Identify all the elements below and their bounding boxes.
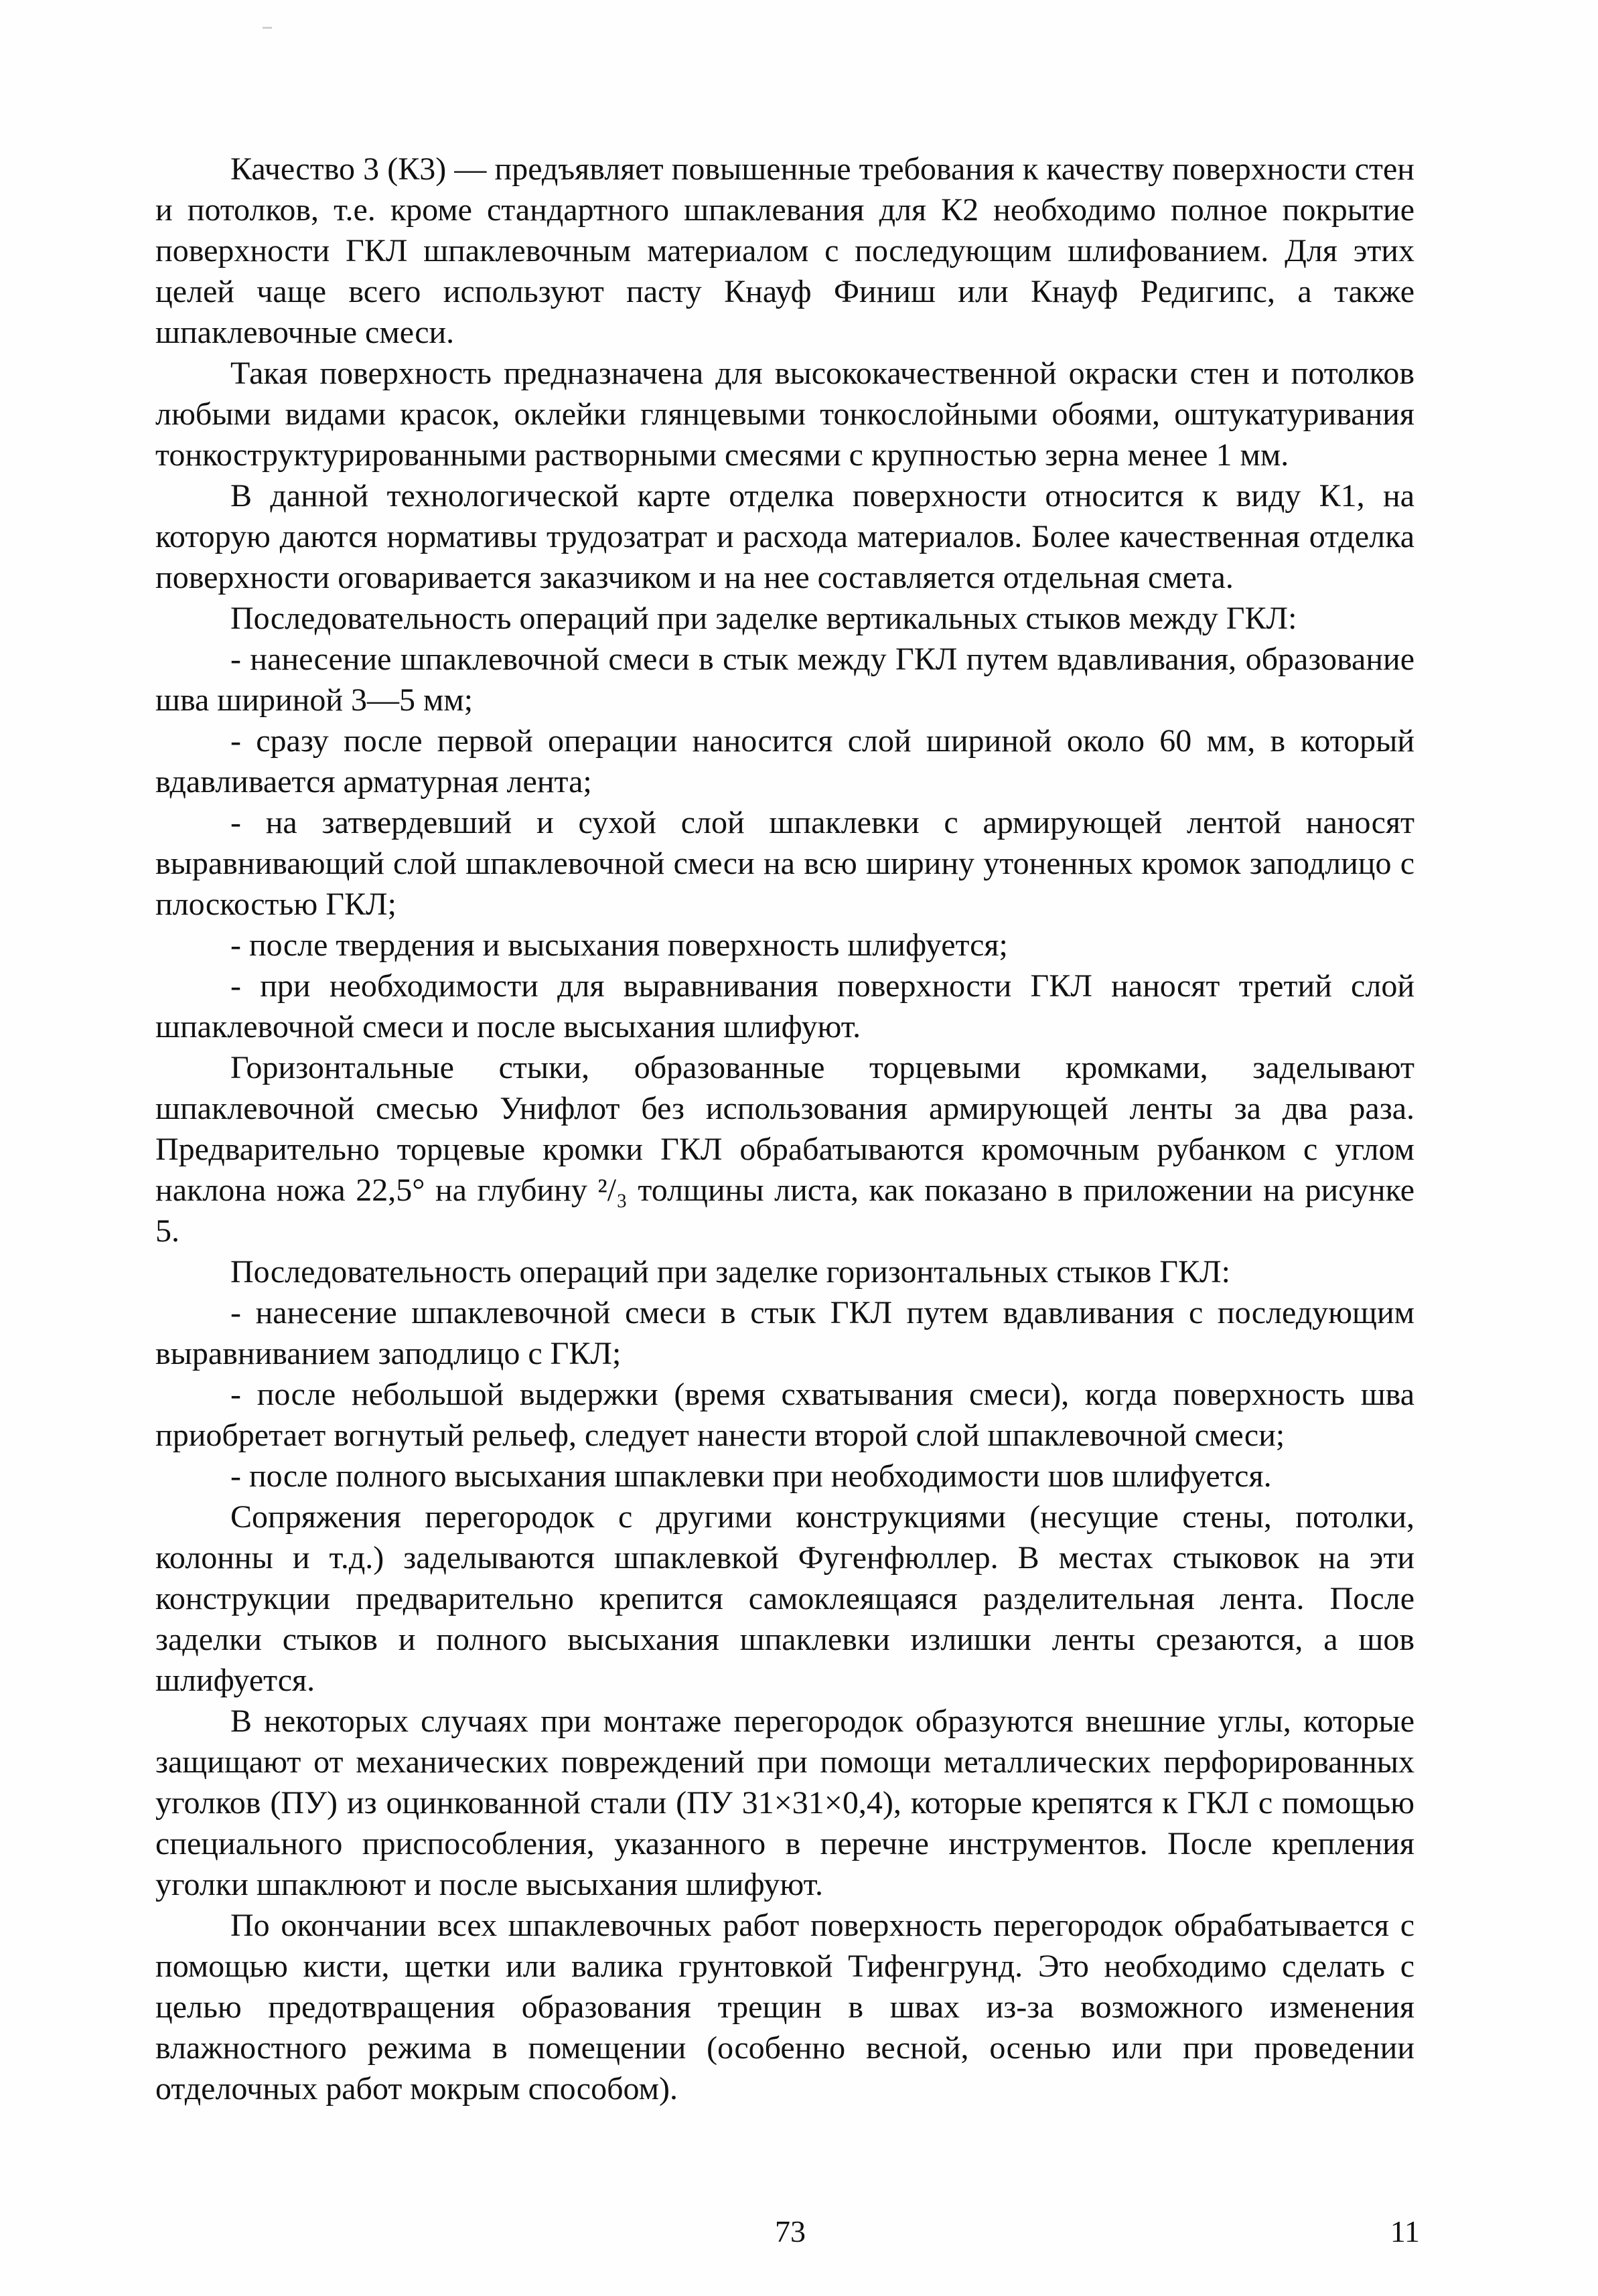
paragraph-external-corners: В некоторых случаях при монтаже перегородок образуются внешние углы, которые защищают от механических повреждений при помощи металлических перфорированных уголков (ПУ) из оцинкованной стали (ПУ 31×31×0,4), которые крепятся к ГКЛ с помощью специального приспособления, указанного в перечне инструментов. После крепления уголки шпаклюют и после высыхания шлифуют. (155, 1703, 1414, 1902)
paragraph-quality-k3: Качество 3 (К3) — предъявляет повышенные требования к качеству поверхности стен и потолков, т.е. кроме стандартного шпаклевания для К2 необходимо полное покрытие поверхности ГКЛ шпаклевочным материалом с последующим шлифованием. Для этих целей чаще всего используют пасту Кнауф Финиш или Кнауф Редигипс, а также шпаклевочные смеси. (155, 151, 1414, 350)
list-item: - сразу после первой операции наносится слой шириной около 60 мм, в который вдавливается арматурная лента; (155, 723, 1414, 799)
list-item: - после твердения и высыхания поверхность шлифуется; (230, 927, 1008, 963)
paragraph-horizontal-joints: Горизонтальные стыки, образованные торцевыми кромками, заделывают шпаклевочной смесью Унифлот без использования армирующей ленты за два раза. Предварительно торцевые кромки ГКЛ обрабатываются кромочным рубанком с углом наклона ножа 22,5° на глубину ²/₃ толщины листа, как показано в приложении на рисунке 5. (155, 1050, 1414, 1249)
paragraph-priming: По окончании всех шпаклевочных работ поверхность перегородок обрабатывается с помощью кисти, щетки или валика грунтовкой Тифенгрунд. Это необходимо сделать с целью предотвращения образования трещин в швах из-за возможного изменения влажностного режима в помещении (особенно весной, осенью или при проведении отделочных работ мокрым способом). (155, 1908, 1414, 2107)
body-text (155, 149, 1414, 2109)
list-item: - после полного высыхания шпаклевки при необходимости шов шлифуется. (230, 1458, 1272, 1494)
sheet-number: 11 (1390, 2214, 1420, 2248)
paragraph-surface-purpose: Такая поверхность предназначена для высококачественной окраски стен и потолков любыми видами красок, оклейки глянцевыми тонкослойными обоями, оштукатуривания тонкоструктурированными растворными смесями с крупностью зерна менее 1 мм. (155, 356, 1414, 473)
list-item: - на затвердевший и сухой слой шпаклевки с армирующей лентой наносят выравнивающий слой шпаклевочной смеси на всю ширину утоненных кромок заподлицо с плоскостью ГКЛ; (155, 805, 1414, 922)
paragraph-horizontal-joints-heading: Последовательность операций при заделке горизонтальных стыков ГКЛ: (230, 1254, 1230, 1290)
page-number: 73 (775, 2214, 806, 2248)
scan-mark (263, 27, 272, 29)
list-item: - нанесение шпаклевочной смеси в стык между ГКЛ путем вдавливания, образование шва шириной 3—5 мм; (155, 641, 1414, 718)
paragraph-finish-type: В данной технологической карте отделка поверхности относится к виду К1, на которую даются нормативы трудозатрат и расхода материалов. Более качественная отделка поверхности оговаривается заказчиком и на нее составляется отдельная смета. (155, 478, 1414, 595)
list-item: - после небольшой выдержки (время схватывания смеси), когда поверхность шва приобретает вогнутый рельеф, следует нанести второй слой шпаклевочной смеси; (155, 1377, 1414, 1453)
list-item: - нанесение шпаклевочной смеси в стык ГКЛ путем вдавливания с последующим выравниванием заподлицо с ГКЛ; (155, 1295, 1414, 1371)
list-item: - при необходимости для выравнивания поверхности ГКЛ наносят третий слой шпаклевочной смеси и после высыхания шлифуют. (155, 968, 1414, 1045)
paragraph-partition-junctions: Сопряжения перегородок с другими конструкциями (несущие стены, потолки, колонны и т.д.) заделываются шпаклевкой Фугенфюллер. В местах стыковок на эти конструкции предварительно крепится самоклеящаяся разделительная лента. После заделки стыков и полного высыхания шпаклевки излишки ленты срезаются, а шов шлифуется. (155, 1499, 1414, 1698)
paragraph-vertical-joints-heading: Последовательность операций при заделке вертикальных стыков между ГКЛ: (230, 601, 1297, 636)
